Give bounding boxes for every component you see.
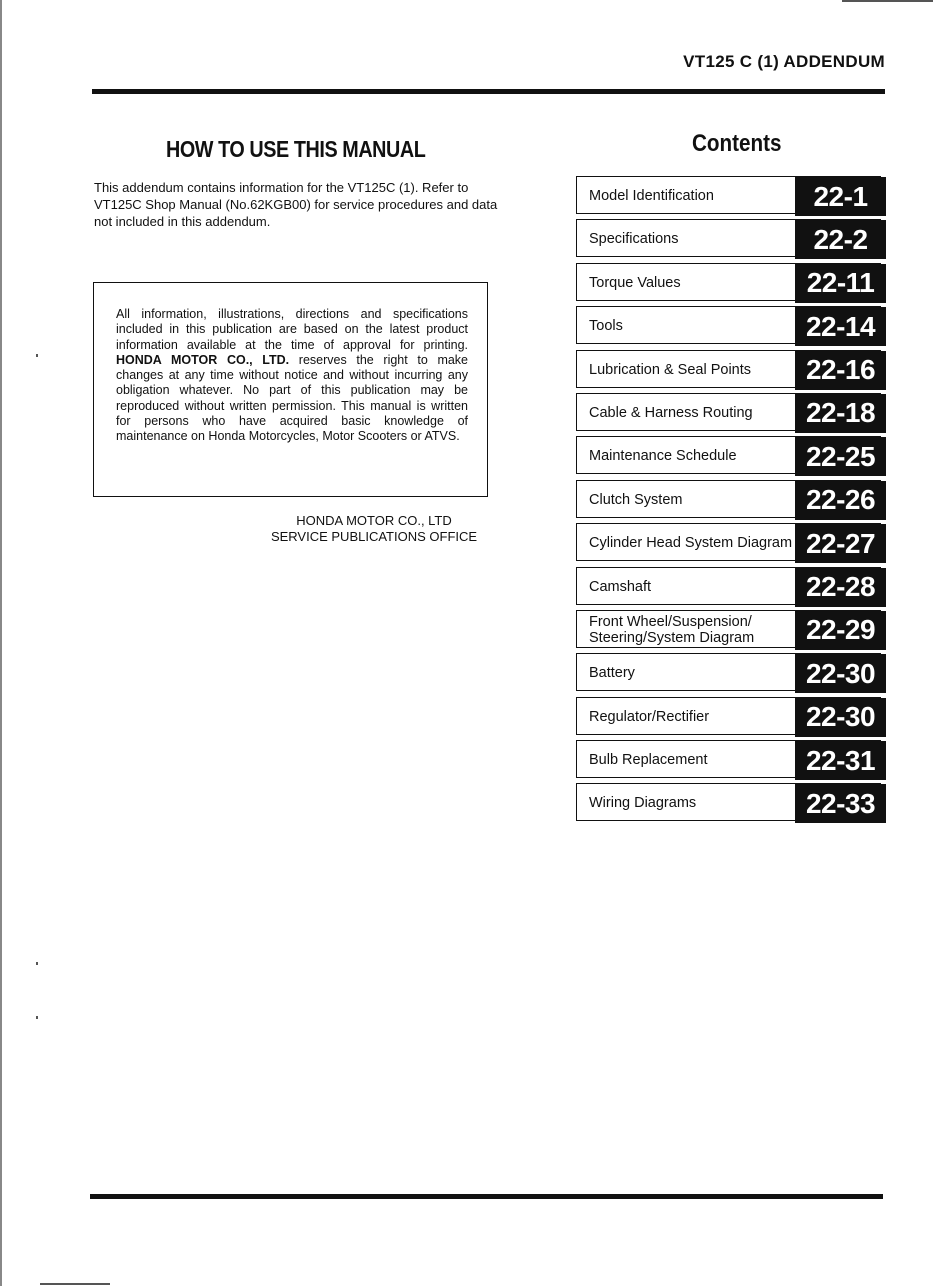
- contents-item-page-tab: 22-16: [795, 351, 886, 390]
- scan-mark: [36, 962, 38, 965]
- how-to-use-title: HOW TO USE THIS MANUAL: [166, 136, 426, 162]
- contents-item-page-tab: 22-11: [795, 264, 886, 303]
- contents-item-label: Bulb Replacement: [589, 752, 708, 769]
- contents-item-page-tab: 22-26: [795, 481, 886, 520]
- bottom-rule: [90, 1194, 883, 1199]
- contents-item-label: Specifications: [589, 231, 679, 248]
- contents-item-page-tab: 22-25: [795, 437, 886, 476]
- contents-item-label: Maintenance Schedule: [589, 448, 737, 465]
- contents-item-label: Regulator/Rectifier: [589, 708, 710, 725]
- contents-item-label: Model Identification: [589, 188, 714, 204]
- scan-mark: [842, 0, 933, 2]
- contents-item-page-tab: 22-28: [795, 568, 886, 607]
- intro-paragraph: This addendum contains information for the VT125C (1). Refer to VT125C Shop Manual (No.62KGB00) for service procedures and data not included in this addendum.: [94, 180, 498, 229]
- scan-mark: [0, 0, 2, 1286]
- scan-mark: [36, 354, 38, 357]
- contents-item-label: Torque Values: [589, 274, 681, 291]
- contents-item[interactable]: [576, 219, 886, 259]
- contents-item[interactable]: [576, 567, 886, 607]
- contents-item-label: Lubrication & Seal Points: [589, 361, 752, 378]
- contents-item-label: Battery: [589, 665, 635, 682]
- contents-item[interactable]: [576, 393, 886, 433]
- contents-item[interactable]: [576, 610, 886, 650]
- contents-item-label: Front Wheel/Suspension/ Steering/System Diagram: [589, 613, 755, 646]
- scan-mark: [36, 1016, 38, 1019]
- contents-item-label: Tools: [589, 318, 623, 335]
- contents-item-page-tab: 22-1: [795, 177, 886, 216]
- contents-item-label: Cylinder Head System Diagram: [589, 535, 793, 552]
- contents-item-page-tab: 22-30: [795, 654, 886, 693]
- top-rule: [92, 89, 885, 94]
- contents-item[interactable]: [576, 306, 886, 346]
- contents-item[interactable]: [576, 263, 886, 303]
- contents-item-page-tab: 22-18: [795, 394, 886, 433]
- contents-item-page-tab: 22-30: [795, 698, 886, 737]
- contents-item[interactable]: [576, 176, 886, 216]
- contents-item[interactable]: [576, 523, 886, 563]
- contents-item[interactable]: [576, 783, 886, 823]
- notice-company-name: HONDA MOTOR CO., LTD.: [116, 352, 290, 367]
- contents-item-label: Wiring Diagrams: [589, 795, 697, 812]
- notice-text-part1: All information, illustrations, directions and specifications included in this publication are based on the latest product information available at the time of approval for printing.: [116, 307, 468, 352]
- notice-text-part2: reserves the right to make changes at any time without notice and without incurring any obligation whatever. No part of this publication may be reproduced without written permission. This manual is written for persons who have acquired basic knowledge of maintenance on Honda Motorcycles, Motor Scooters or ATVS.: [116, 352, 469, 444]
- notice-text: [116, 307, 468, 445]
- contents-item[interactable]: [576, 740, 886, 780]
- contents-item-label: Clutch System: [589, 491, 683, 508]
- contents-list: [576, 176, 886, 827]
- page-header-title: VT125 C (1) ADDENDUM: [683, 52, 885, 71]
- contents-item-page-tab: 22-14: [795, 307, 886, 346]
- contents-item-label: Camshaft: [589, 578, 652, 595]
- signoff-company: HONDA MOTOR CO., LTD: [296, 513, 452, 528]
- contents-item-page-tab: 22-29: [795, 611, 886, 650]
- contents-item[interactable]: [576, 436, 886, 476]
- contents-item[interactable]: [576, 480, 886, 520]
- contents-item-page-tab: 22-31: [795, 741, 886, 780]
- contents-item[interactable]: [576, 350, 886, 390]
- notice-box: [93, 282, 488, 497]
- contents-item-page-tab: 22-33: [795, 784, 886, 823]
- contents-item[interactable]: [576, 697, 886, 737]
- contents-title: Contents: [692, 130, 782, 157]
- contents-item[interactable]: [576, 653, 886, 693]
- scan-mark: [40, 1283, 110, 1285]
- contents-item-label: Cable & Harness Routing: [589, 404, 753, 421]
- contents-item-page-tab: 22-27: [795, 524, 886, 563]
- signoff-office: SERVICE PUBLICATIONS OFFICE: [270, 529, 478, 544]
- contents-item-page-tab: 22-2: [795, 220, 886, 259]
- publisher-signoff: [258, 513, 490, 545]
